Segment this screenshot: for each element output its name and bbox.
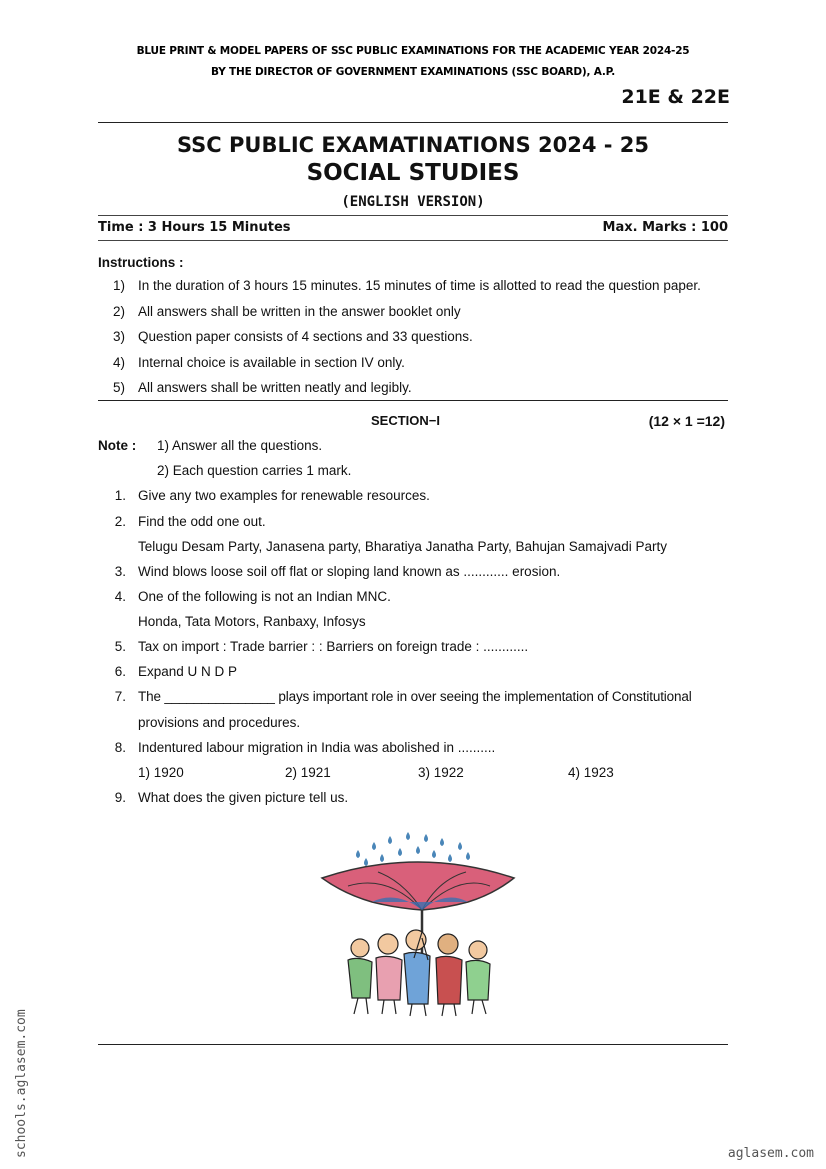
page-bottom-divider xyxy=(98,1044,728,1045)
umbrella-cartoon-image xyxy=(318,828,538,1018)
question-text: Find the odd one out. xyxy=(138,514,266,529)
note-line-1: 1) Answer all the questions. xyxy=(157,438,323,453)
question-text: Indentured labour migration in India was abolished in .......... xyxy=(138,740,496,755)
instructions-heading: Instructions : xyxy=(98,255,184,270)
version-label: (ENGLISH VERSION) xyxy=(341,194,485,210)
header-line-2: BY THE DIRECTOR OF GOVERNMENT EXAMINATIONS (SSC BOARD), A.P. xyxy=(210,66,616,78)
header-line-1: BLUE PRINT & MODEL PAPERS OF SSC PUBLIC EXAMINATIONS FOR THE ACADEMIC YEAR 2024-25 xyxy=(136,45,690,57)
question-number: 6. xyxy=(114,664,126,679)
instruction-number: 1) xyxy=(112,278,125,293)
instruction-number: 3) xyxy=(112,329,125,344)
question-text: What does the given picture tell us. xyxy=(138,790,349,805)
question-text: The _______________ plays important role in over seeing the implementation of Constitutional xyxy=(138,689,692,704)
section-title: SECTION−I xyxy=(371,413,440,428)
note-label: Note : xyxy=(98,438,137,453)
question-number: 5. xyxy=(114,639,126,654)
question-text: Tax on import : Trade barrier : : Barriers on foreign trade : ............ xyxy=(138,639,529,654)
question-text: Expand U N D P xyxy=(138,664,238,679)
option-3: 3) 1922 xyxy=(418,765,464,780)
question-number: 9. xyxy=(114,790,126,805)
question-text: Give any two examples for renewable resources. xyxy=(138,488,430,503)
question-number: 7. xyxy=(114,689,126,704)
note-line-2: 2) Each question carries 1 mark. xyxy=(157,463,352,478)
time-label: Time : 3 Hours 15 Minutes xyxy=(98,220,291,235)
title-divider xyxy=(98,215,728,216)
question-subtext: Honda, Tata Motors, Ranbaxy, Infosys xyxy=(138,614,366,629)
section-marks: (12 × 1 =12) xyxy=(648,413,725,429)
paper-code: 21E & 22E xyxy=(621,86,730,108)
instruction-text: Question paper consists of 4 sections and 33 questions. xyxy=(138,329,473,344)
question-number: 8. xyxy=(114,740,126,755)
instruction-number: 4) xyxy=(112,355,125,370)
header-divider xyxy=(98,122,728,123)
instruction-text: In the duration of 3 hours 15 minutes. 15 minutes of time is allotted to read the question paper. xyxy=(138,278,701,293)
exam-title: SSC PUBLIC EXAMATINATIONS 2024 - 25 xyxy=(176,133,650,157)
instruction-text: Internal choice is available in section IV only. xyxy=(138,355,405,370)
question-number: 3. xyxy=(114,564,126,579)
instruction-text: All answers shall be written neatly and legibly. xyxy=(138,380,412,395)
subject-title: SOCIAL STUDIES xyxy=(306,160,520,186)
option-1: 1) 1920 xyxy=(138,765,184,780)
instructions-divider xyxy=(98,400,728,401)
option-4: 4) 1923 xyxy=(568,765,614,780)
instruction-number: 5) xyxy=(112,380,125,395)
meta-divider xyxy=(98,240,728,241)
corner-watermark: aglasem.com xyxy=(727,1146,814,1161)
question-subtext: Telugu Desam Party, Janasena party, Bharatiya Janatha Party, Bahujan Samajvadi Party xyxy=(138,539,668,554)
max-marks-label: Max. Marks : 100 xyxy=(602,220,728,235)
question-subtext: provisions and procedures. xyxy=(138,715,301,730)
question-number: 1. xyxy=(114,488,126,503)
instruction-number: 2) xyxy=(112,304,125,319)
side-watermark: schools.aglasem.com xyxy=(14,1009,29,1158)
instruction-text: All answers shall be written in the answer booklet only xyxy=(138,304,461,319)
question-text: One of the following is not an Indian MNC. xyxy=(138,589,391,604)
option-2: 2) 1921 xyxy=(285,765,331,780)
question-number: 2. xyxy=(114,514,126,529)
question-text: Wind blows loose soil off flat or sloping land known as ............ erosion. xyxy=(138,564,561,579)
question-number: 4. xyxy=(114,589,126,604)
